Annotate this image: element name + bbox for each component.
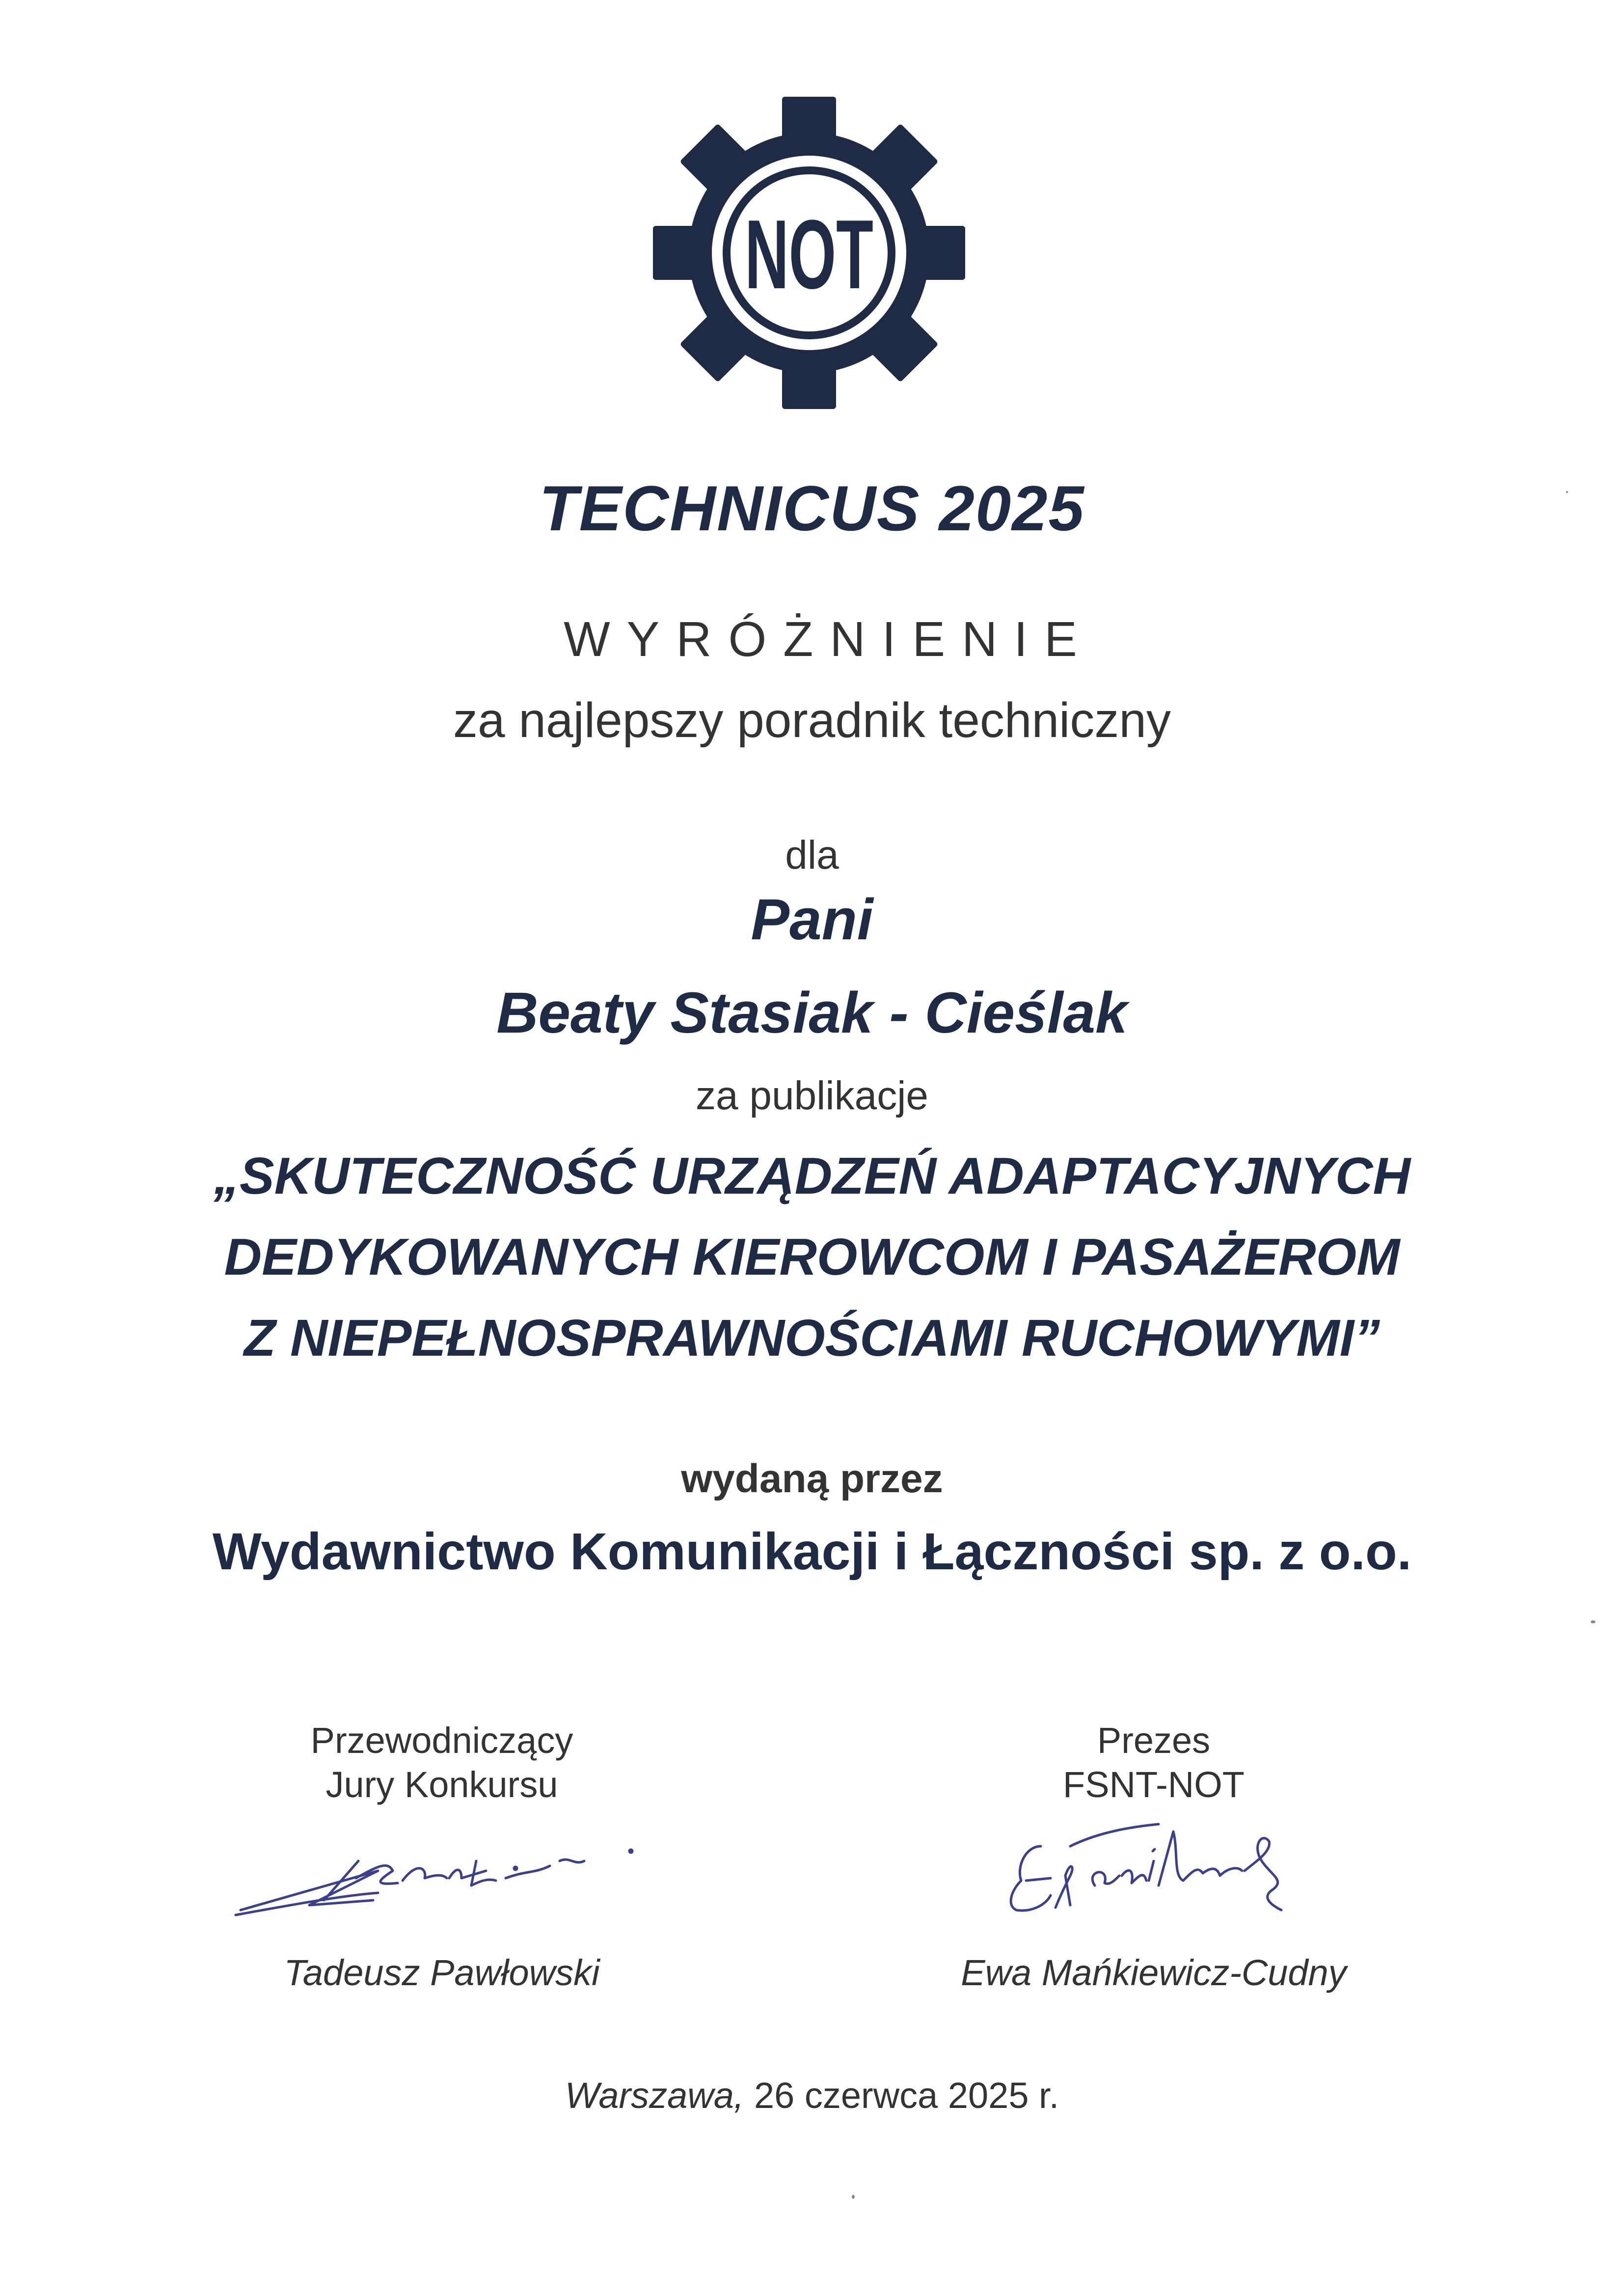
publication-title-line: „SKUTECZNOŚĆ URZĄDZEŃ ADAPTACYJNYCH — [213, 1147, 1411, 1205]
logo-text: NOT — [745, 199, 873, 310]
signatory-role-line: Prezes — [1097, 1720, 1211, 1761]
recipient-honorific: Pani — [751, 887, 873, 952]
signatory-name: Ewa Mańkiewicz-Cudny — [961, 1952, 1347, 1993]
signature-right — [997, 1812, 1311, 1935]
signature-left — [231, 1831, 638, 1930]
distinction-heading: WYRÓŻNIENIE — [564, 612, 1094, 667]
signatory-role-line: Przewodniczący — [310, 1720, 573, 1761]
publisher-name: Wydawnictwo Komunikacji i Łączności sp. z o.o. — [212, 1523, 1412, 1581]
scan-speck — [852, 2195, 855, 2199]
place-date — [0, 2075, 1624, 2116]
published-by-label: wydaną przez — [681, 1456, 943, 1501]
publication-title-line: DEDYKOWANYCH KIEROWCOM I PASAŻEROM — [224, 1228, 1400, 1286]
gear-icon — [652, 96, 966, 410]
recipient-intro: dla — [785, 833, 839, 877]
recipient-name: Beaty Stasiak - Cieślak — [496, 981, 1128, 1045]
signatory-role-line: Jury Konkursu — [325, 1764, 558, 1805]
publication-title-line: Z NIEPEŁNOSPRAWNOŚCIAMI RUCHOWYMI” — [244, 1309, 1380, 1367]
signatory-name: Tadeusz Pawłowski — [284, 1952, 600, 1993]
signatory-role-line: FSNT-NOT — [1063, 1764, 1245, 1805]
publication-intro: za publikacje — [695, 1073, 929, 1118]
award-category: za najlepszy poradnik techniczny — [453, 693, 1171, 748]
not-gear-logo — [652, 96, 966, 410]
place: Warszawa, — [565, 2075, 744, 2116]
scan-speck — [1566, 491, 1568, 493]
scan-speck — [1591, 1620, 1596, 1623]
award-title: TECHNICUS 2025 — [539, 472, 1085, 544]
date: 26 czerwca 2025 r. — [754, 2075, 1059, 2116]
